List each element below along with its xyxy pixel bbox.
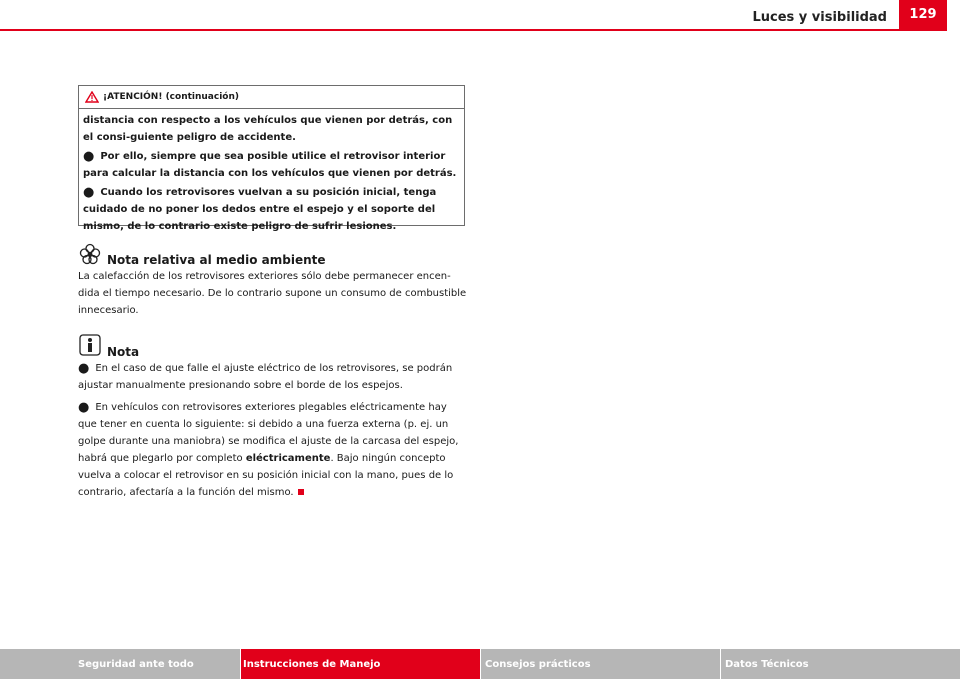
note-item: ● En vehículos con retrovisores exteriores plegables eléctricamente hay que tener en cuenta lo siguiente: si debido a una fuerza externa (p. ej. un golpe durante una maniobra) se modifica el ajuste de la carcasa del espejo, habrá que plegarlo por completo eléctricamente. Bajo ningún concepto vuelva a colocar el retrovisor en su posición inicial con la mano, pues de lo contrario, afectaría a la función del mismo. [78,400,459,498]
warning-body [79,109,464,235]
bullet-icon: ● [83,185,95,200]
environment-text: La calefacción de los retrovisores exteriores sólo debe permanecer encen-dida el tiempo necesario. De lo contrario supone un consumo de combustible innecesario. [78,271,467,316]
footer-tab-seguridad[interactable]: Seguridad ante todo [0,649,240,679]
footer-tab-instrucciones[interactable]: Instrucciones de Manejo [240,649,480,679]
note-item: ● En el caso de que falle el ajuste eléctrico de los retrovisores, se podrán ajustar manualmente presionando sobre el borde de los espejos. [78,361,453,391]
page-header-title: Luces y visibilidad [752,10,887,25]
bullet-icon: ● [78,361,90,376]
warning-paragraph: distancia con respecto a los vehículos que vienen por detrás, con el consi-guiente peligro de accidente. [83,115,453,143]
footer-tab-consejos[interactable]: Consejos prácticos [480,649,720,679]
warning-box [78,85,465,232]
warning-heading-text: ¡ATENCIÓN! (continuación) [103,92,240,102]
warning-triangle-icon [85,91,99,103]
note-title: Nota [107,345,140,359]
environment-title: Nota relativa al medio ambiente [107,253,326,267]
note-section [78,360,468,506]
page-number: 129 [899,0,947,29]
footer-tab-datos[interactable]: Datos Técnicos [720,649,960,679]
footer-nav [0,649,960,679]
warning-heading [79,86,464,109]
bullet-icon: ● [83,149,95,164]
info-icon [79,334,101,356]
warning-bullet: ● Por ello, siempre que sea posible utilice el retrovisor interior para calcular la distancia con los vehículos que vienen por detrás. [83,149,457,179]
header-rule [0,29,947,31]
environment-note [78,268,468,319]
end-mark-icon [298,489,304,495]
flower-icon [79,243,101,265]
warning-bullet: ● Cuando los retrovisores vuelvan a su posición inicial, tenga cuidado de no poner los dedos entre el espejo y el soporte del mismo, de lo contrario existe peligro de sufrir lesiones. [83,185,437,232]
bullet-icon: ● [78,400,90,415]
